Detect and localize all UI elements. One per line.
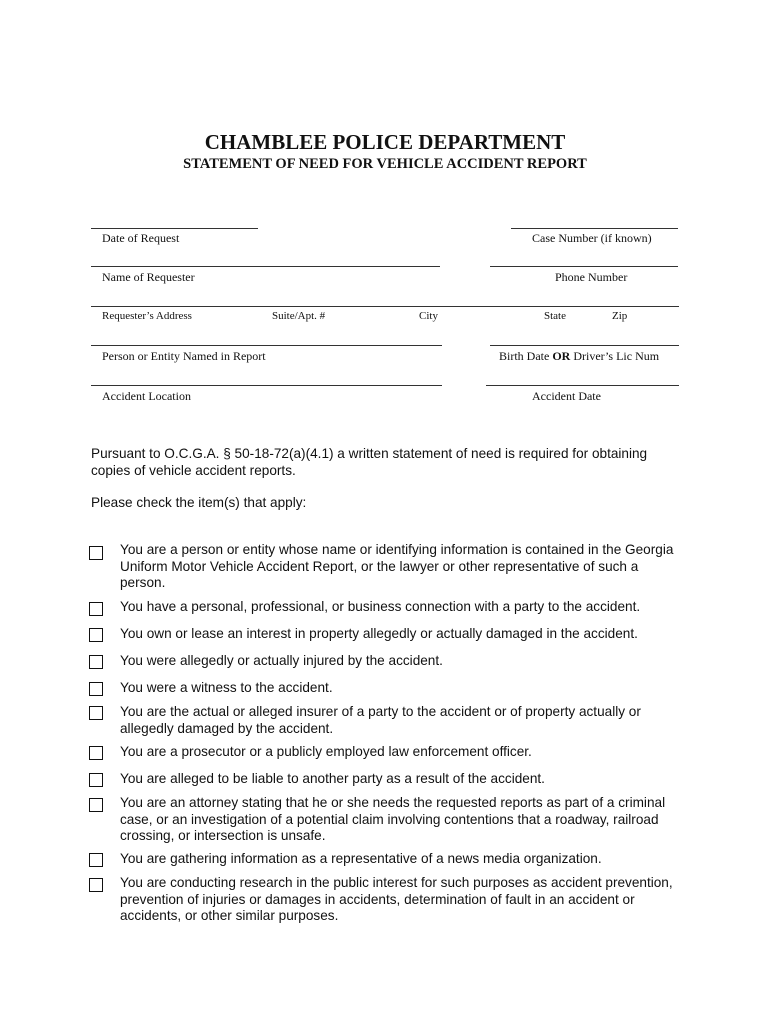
phone-number-field[interactable] xyxy=(490,266,678,267)
checklist-item: You own or lease an interest in property allegedly or actually damaged in the accident. xyxy=(120,626,638,641)
checkbox-connection-to-party[interactable] xyxy=(89,602,103,616)
checkbox-insurer[interactable] xyxy=(89,706,103,720)
checklist-item: You are an attorney stating that he or she needs the requested reports as part of a criminal case, or an investigation of a potential claim involving contentions that a roadway, railroad crossing, or intersection is unsafe. xyxy=(120,795,666,843)
checkbox-attorney[interactable] xyxy=(89,798,103,812)
checkbox-liable[interactable] xyxy=(89,773,103,787)
checkbox-news-media[interactable] xyxy=(89,853,103,867)
or-text: OR xyxy=(552,349,571,363)
checklist-item: You are a person or entity whose name or identifying information is contained in the Georgia Uniform Motor Vehicle Accident Report, or the lawyer or other representative of such a person. xyxy=(120,542,674,590)
checklist-item: You were allegedly or actually injured by the accident. xyxy=(120,653,443,668)
accident-date-label: Accident Date xyxy=(532,389,601,403)
state-label: State xyxy=(544,310,566,322)
case-number-field[interactable] xyxy=(511,228,678,229)
address-label: Requester’s Address xyxy=(102,310,192,322)
person-named-label: Person or Entity Named in Report xyxy=(102,349,266,363)
accident-location-field[interactable] xyxy=(91,385,442,386)
pursuant-paragraph: Pursuant to O.C.G.A. § 50-18-72(a)(4.1) a written statement of need is required for obtaining copies of vehicle accident reports. xyxy=(91,446,648,478)
birth-date-or-license-field[interactable] xyxy=(490,345,679,346)
checkbox-research[interactable] xyxy=(89,878,103,892)
birth-date-text: Birth Date xyxy=(499,349,550,363)
page-title: CHAMBLEE POLICE DEPARTMENT xyxy=(204,130,566,154)
checkbox-property-interest[interactable] xyxy=(89,628,103,642)
checkbox-injured[interactable] xyxy=(89,655,103,669)
checklist-item: You are gathering information as a representative of a news media organization. xyxy=(120,851,602,866)
checklist-item: You were a witness to the accident. xyxy=(120,680,333,695)
page-subtitle: STATEMENT OF NEED FOR VEHICLE ACCIDENT REPORT xyxy=(183,156,587,172)
checklist-item: You are conducting research in the public interest for such purposes as accident prevention, prevention of injuries or damages in accidents, determination of fault in an accident or accidents, or other similar purposes. xyxy=(120,875,673,923)
checklist-item: You are alleged to be liable to another party as a result of the accident. xyxy=(120,771,545,786)
phone-number-label: Phone Number xyxy=(555,270,628,284)
checkbox-prosecutor[interactable] xyxy=(89,746,103,760)
address-field[interactable] xyxy=(91,306,679,307)
accident-date-field[interactable] xyxy=(486,385,679,386)
checkbox-witness[interactable] xyxy=(89,682,103,696)
name-of-requester-label: Name of Requester xyxy=(102,270,195,284)
name-of-requester-field[interactable] xyxy=(91,266,440,267)
city-label: City xyxy=(419,310,438,322)
person-named-field[interactable] xyxy=(91,345,442,346)
accident-location-label: Accident Location xyxy=(102,389,191,403)
date-of-request-label: Date of Request xyxy=(102,231,180,245)
checkbox-named-in-report[interactable] xyxy=(89,546,103,560)
checklist-item: You are the actual or alleged insurer of a party to the accident or of property actually or allegedly damaged by the accident. xyxy=(120,704,641,736)
checklist-item: You have a personal, professional, or business connection with a party to the accident. xyxy=(120,599,641,614)
birth-date-or-license-label xyxy=(499,349,659,364)
suite-label: Suite/Apt. # xyxy=(272,310,326,322)
date-of-request-field[interactable] xyxy=(91,228,258,229)
checklist-item: You are a prosecutor or a publicly employed law enforcement officer. xyxy=(120,744,532,759)
instruction-text: Please check the item(s) that apply: xyxy=(91,495,307,510)
case-number-label: Case Number (if known) xyxy=(532,231,652,245)
drivers-lic-text: Driver’s Lic Num xyxy=(573,349,660,363)
zip-label: Zip xyxy=(612,310,628,322)
